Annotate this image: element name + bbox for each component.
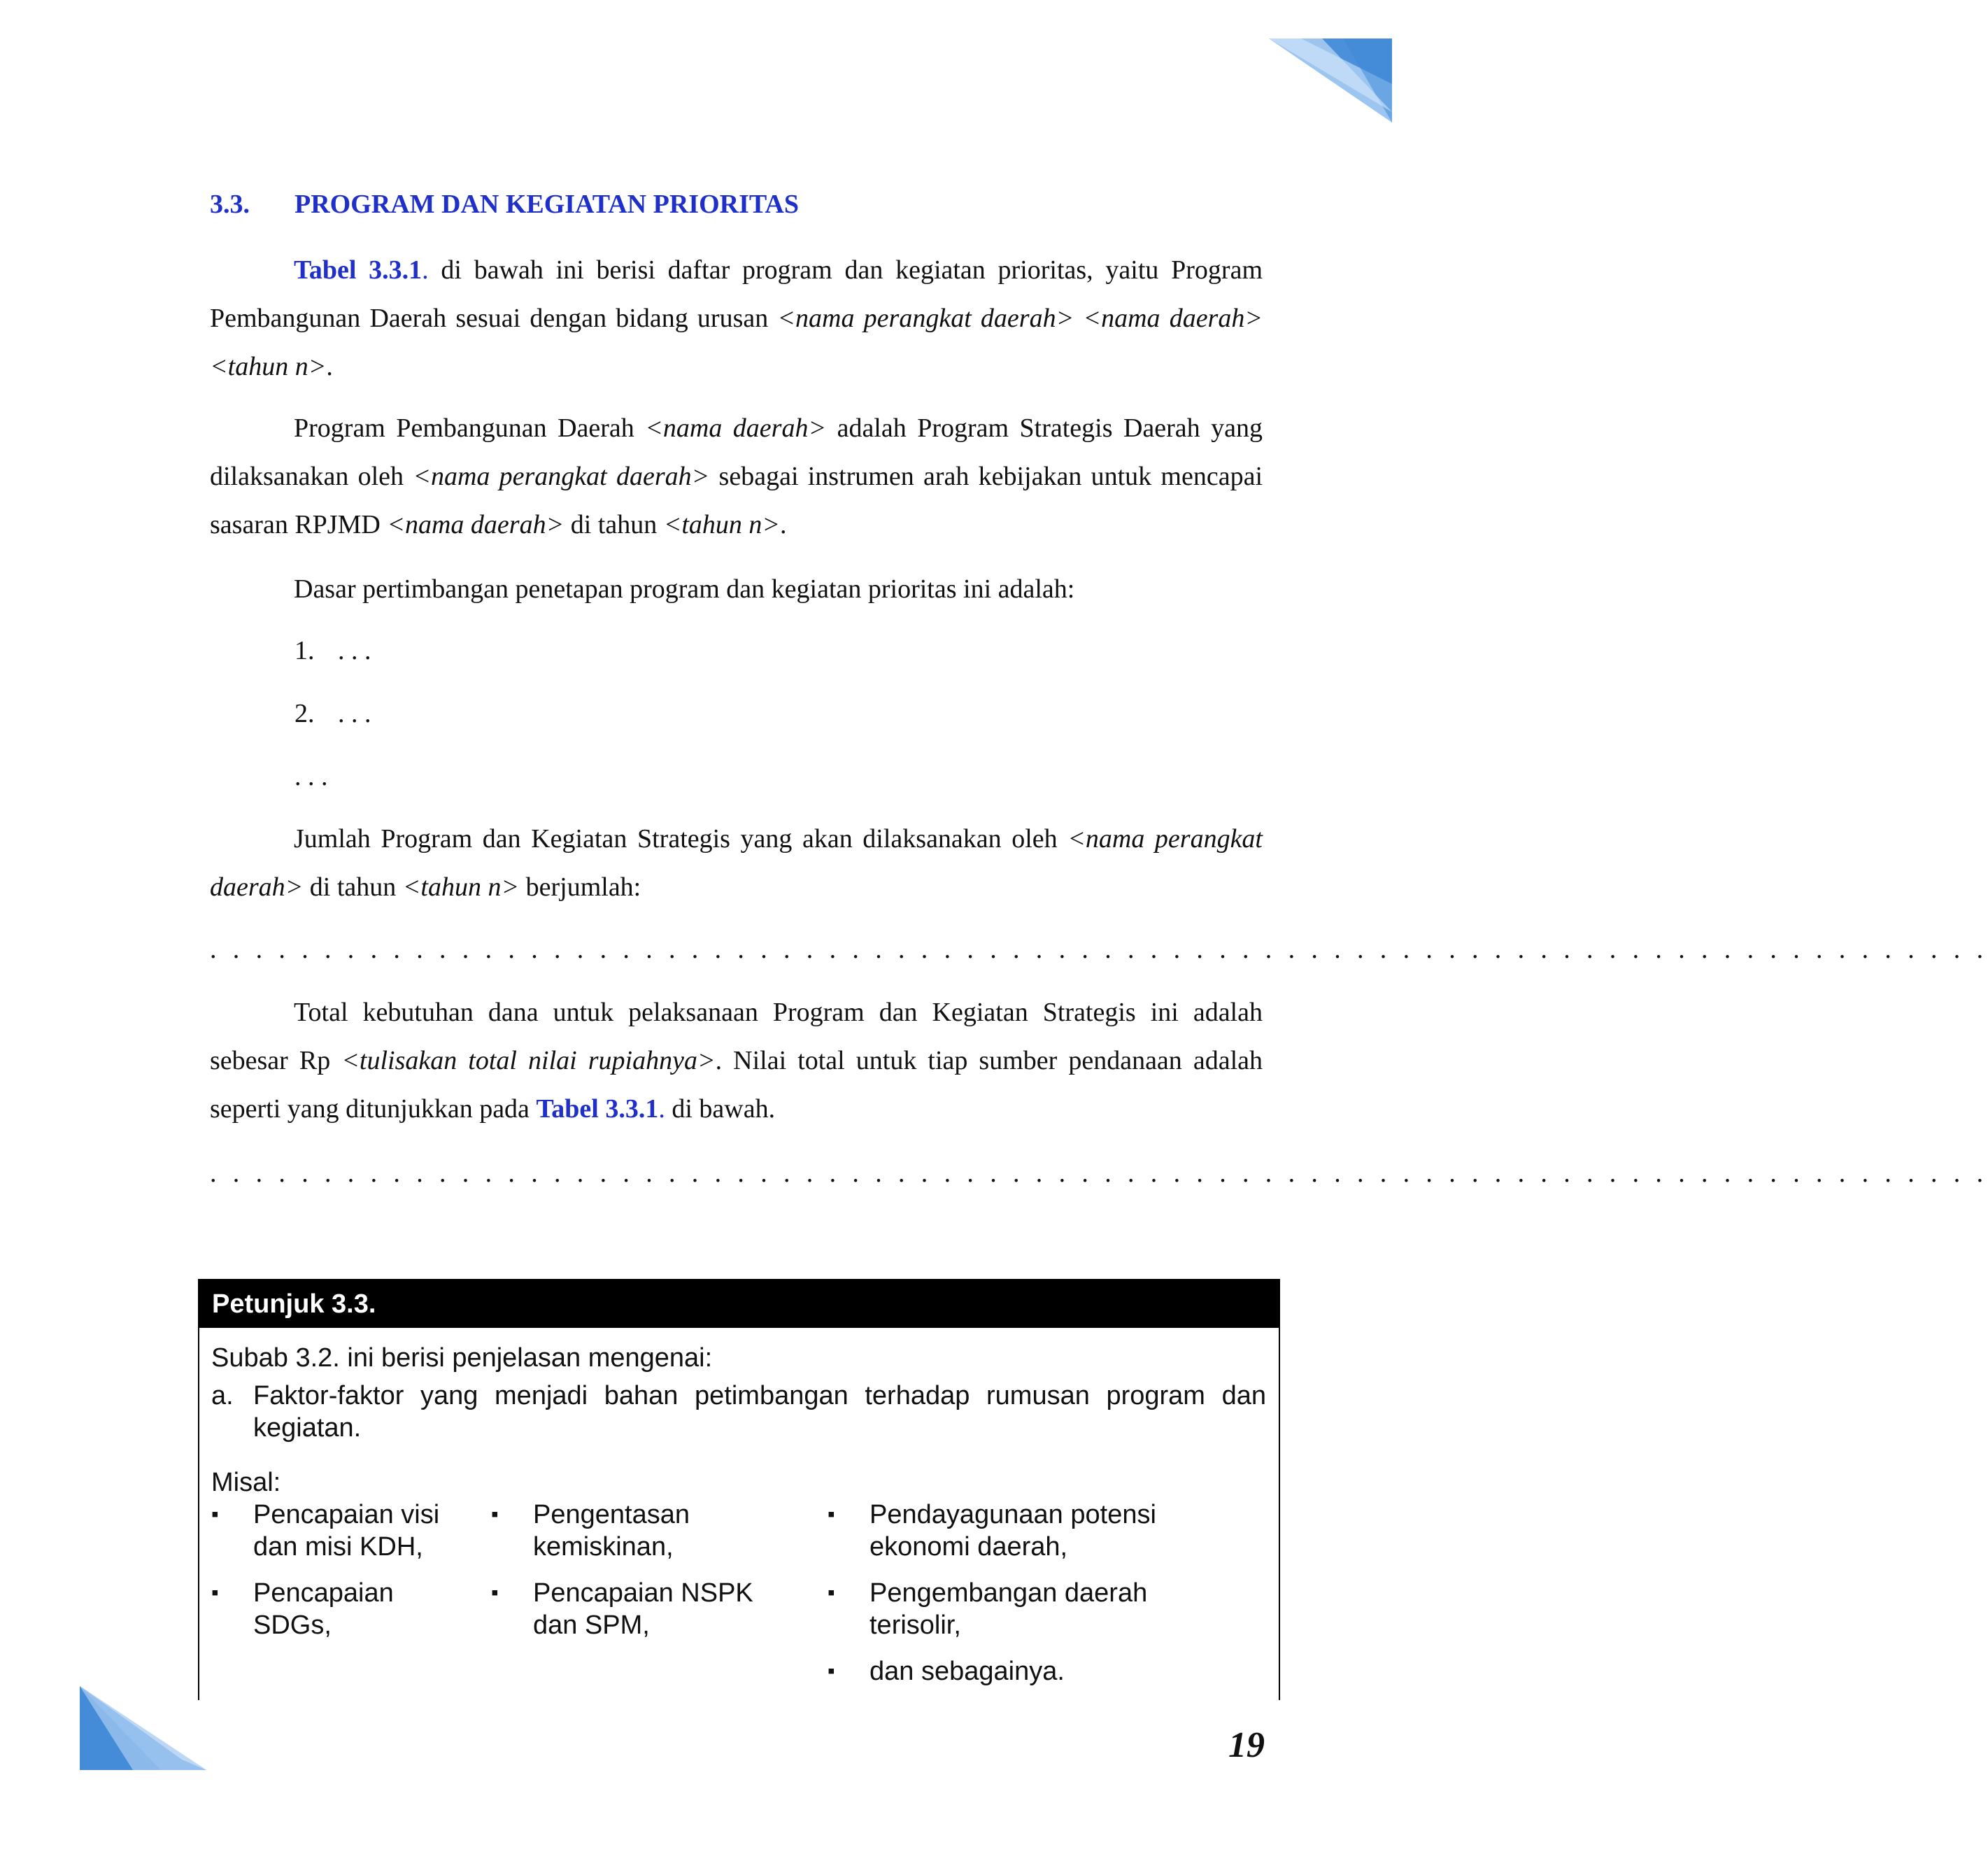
list-item: 2. . . . — [294, 699, 371, 728]
paragraph-program-count: Jumlah Program dan Kegiatan Strategis yang akan dilaksanakan oleh <nama perangkat daerah> di tahun <tahun n> berjumlah: — [210, 824, 1263, 902]
guidance-bullet: Pengentasan kemiskinan, — [533, 1500, 690, 1562]
paragraph-table-intro: Tabel 3.3.1. di bawah ini berisi daftar program dan kegiatan prioritas, yaitu Program Pembangunan Daerah sesuai dengan bidang urusan <nama perangkat daerah> <nama daerah> <tahun n>. — [210, 255, 1263, 381]
section-number: 3.3. — [210, 190, 250, 219]
guidance-bullet: Pengembangan daerah terisolir, — [869, 1578, 1148, 1640]
guidance-bullet: Pencapaian SDGs, — [253, 1578, 394, 1640]
section-heading — [210, 189, 799, 220]
table-reference-link[interactable]: Tabel 3.3.1 — [294, 255, 423, 285]
list-item: 1. . . . — [294, 636, 371, 665]
list-item-more: . . . — [294, 762, 328, 791]
guidance-box-title: Petunjuk 3.3. — [199, 1280, 1279, 1328]
fill-in-dots-line: . . . . . . . . . . . . . . . . . . . . . . . . . . . . . . . . . . . . . . . . . . . . . . . . . . . . . . . . . . . . . . . . . . . . . . . . . . . . . . — [210, 935, 1988, 964]
page-number: 19 — [1228, 1725, 1265, 1765]
guidance-bullet: Pencapaian visi dan misi KDH, — [253, 1500, 440, 1562]
guidance-bullet: Pendayagunaan potensi ekonomi daerah, — [869, 1500, 1156, 1562]
guidance-item-label: a. — [211, 1381, 234, 1410]
bullet-icon: ▪ — [211, 1503, 219, 1526]
paragraph-program-description: Program Pembangunan Daerah <nama daerah> adalah Program Strategis Daerah yang dilaksanakan oleh <nama perangkat daerah> sebagai instrumen arah kebijakan untuk mencapai sasaran RPJMD <nama daerah> di tahun <tahun n>. — [210, 413, 1263, 539]
table-reference-link[interactable]: Tabel 3.3.1 — [536, 1094, 659, 1124]
guidance-misal-label: Misal: — [211, 1468, 281, 1497]
top-right-corner-decoration — [1259, 35, 1399, 126]
guidance-bullet: dan sebagainya. — [869, 1657, 1065, 1686]
bullet-icon: ▪ — [828, 1503, 835, 1526]
guidance-intro: Subab 3.2. ini berisi penjelasan mengenai: — [211, 1343, 713, 1373]
bullet-icon: ▪ — [211, 1581, 219, 1604]
paragraph-total-funding: Total kebutuhan dana untuk pelaksanaan Program dan Kegiatan Strategis ini adalah sebesar Rp <tulisakan total nilai rupiahnya>. Nilai total untuk tiap sumber pendanaan adalah seperti yang ditunjukkan pada Tabel 3.3.1. di bawah. — [210, 998, 1263, 1124]
fill-in-dots-line: . . . . . . . . . . . . . . . . . . . . . . . . . . . . . . . . . . . . . . . . . . . . . . . . . . . . . . . . . . . . . . . . . . . . . . . . . . . . . . — [210, 1159, 1988, 1188]
section-title: PROGRAM DAN KEGIATAN PRIORITAS — [294, 190, 799, 219]
bottom-left-corner-decoration — [77, 1683, 217, 1774]
paragraph-basis: Dasar pertimbangan penetapan program dan kegiatan prioritas ini adalah: — [294, 574, 1075, 604]
bullet-icon: ▪ — [491, 1503, 499, 1526]
guidance-box — [198, 1279, 1280, 1700]
bullet-icon: ▪ — [828, 1660, 835, 1683]
guidance-item-text: Faktor-faktor yang menjadi bahan petimbangan terhadap rumusan program dan kegiatan. — [253, 1381, 1266, 1443]
guidance-bullet: Pencapaian NSPK dan SPM, — [533, 1578, 753, 1640]
bullet-icon: ▪ — [828, 1581, 835, 1604]
bullet-icon: ▪ — [491, 1581, 499, 1604]
